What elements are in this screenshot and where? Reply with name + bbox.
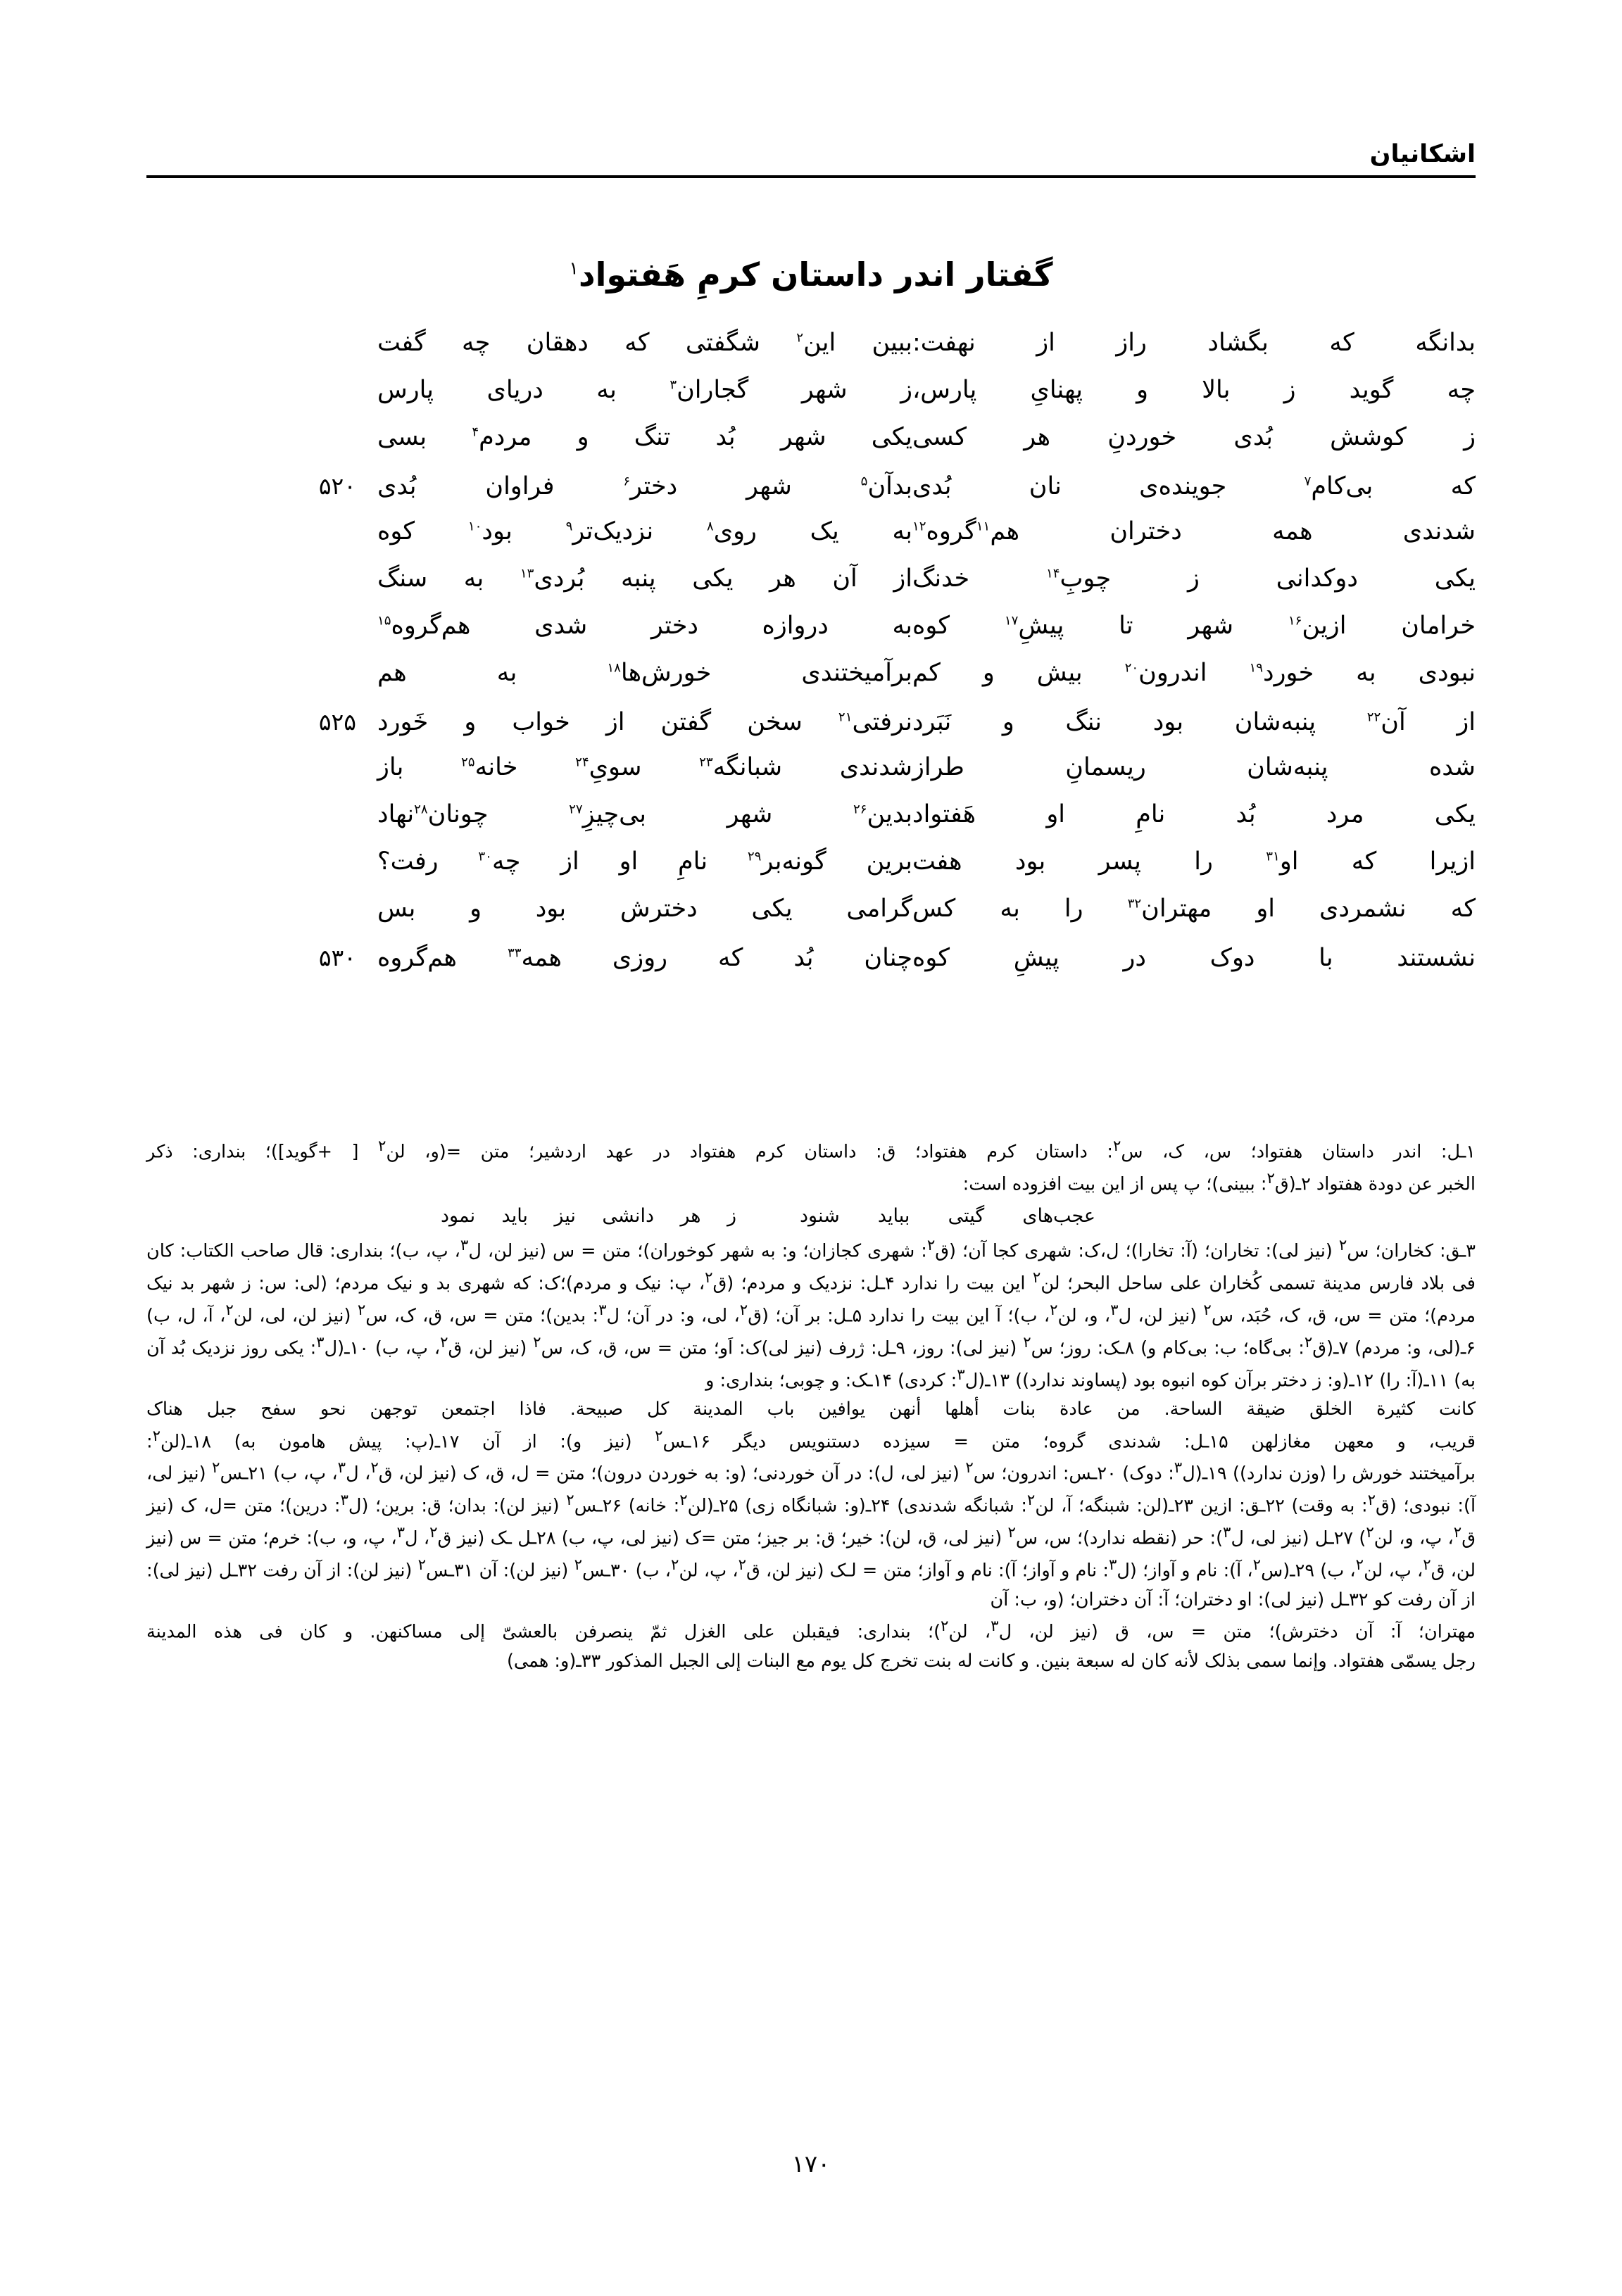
- inserted-verse-hemistich-a: عجب‌های گیتی بباید شنود: [800, 1204, 1095, 1227]
- footnote-line-2: الخبر عن دودة هفتواد ۲ـ(ق$^۲$: ببینی)؛ پ پس از این بیت افزوده است:: [962, 1169, 1476, 1195]
- verse-number: ۵۳۰: [318, 944, 356, 971]
- verse-hemistich-b: نشستند با دوک در پیشِ کوه: [912, 944, 1476, 972]
- section-heading: [146, 254, 1476, 296]
- verse-hemistich-a: از آن هر یکی پنبه بُردی$^{۱۳}$ به سنگ: [377, 564, 912, 593]
- verse-hemistich-b: چه گوید ز بالا و پهنایِ پارس،: [912, 376, 1476, 404]
- verse-row: [146, 847, 1476, 897]
- verse-hemistich-b: ازیرا که او$^{۳۱}$ را پسر بود هفت: [912, 847, 1476, 876]
- header-rule: [146, 175, 1476, 178]
- verse-row: [146, 564, 1476, 614]
- footnote-arabic-2: قریب، و معهن مغازلهن ۱۵ـل: شدندی گروه؛ متن = سیزده دستنویس دیگر ۱۶ـس$^۲$ (نیز و): از آن ۱۷ـ(پ: پیش هامون به) ۱۸ـ(لن$^۲$:: [146, 1427, 1476, 1453]
- verse-hemistich-b: شدندی همه دختران هم$^{۱۱}$گروه$^{۱۲}$: [912, 517, 1476, 545]
- verse-hemistich-a: بدآن$^۵$ شهر دختر$^۶$ فراوان بُدی: [377, 472, 912, 500]
- running-head-title: اشکانیان: [1369, 140, 1476, 168]
- verse-hemistich-b: یکی دوکدانی ز چوبِ$^{۱۴}$ خدنگ: [912, 564, 1476, 593]
- verse-hemistich-a: برین گونه‌بر$^{۲۹}$ نامِ او از چه$^{۳۰}$ رفت؟: [377, 847, 913, 876]
- verse-hemistich-a: شدندی شبانگه$^{۲۳}$ سویِ$^{۲۴}$ خانه$^{۲۵}$ باز: [377, 753, 912, 781]
- verse-hemistich-b: بدانگه که بگشاد راز از نهفت:: [912, 329, 1476, 357]
- verse-hemistich-b: ز کوشش بُدی خوردنِ هر کسی: [912, 423, 1476, 451]
- footnote-line-1: ۱ـل: اندر داستان هفتواد؛ س، ک، س$^۲$: داستان کرم هفتواد؛ ق: داستان کرم هفتواد در عهد اردشیر؛ متن =(و، لن$^۲$ [ +گوید])؛ بنداری: ذکر: [146, 1137, 1476, 1163]
- verse-row: [146, 378, 1476, 425]
- footnote-block-6: رجل یسمّی هفتواد. وإنما سمی بذلک لأنه کان له سبعة بنین. و کانت له بنت تخرج کل یوم مع البنات إلی الجبل المذکور ۳۳ـ(و: همی): [506, 1650, 1476, 1672]
- footnote-block-4: برآمیختند خورش را (وزن ندارد)) ۱۹ـ(ل$^۳$: دوک) ۲۰ـس: اندرون؛ س$^۲$ (نیز لی، ل): در آن خوردنی؛ (و: به خوردن درون)؛ متن = ل، ق، ک (نیز لن، ق$^۲$، ل$^۳$، پ، ب) ۲۱ـس$^۲$ (نیز لی، آ): نبودی؛ (ق$^۲$: به وقت) ۲۲ـق: ازین ۲۳ـ(لن: شبنگه؛ آ، لن$^۲$: شبانگه شدندی) ۲۴ـ(و: شبانگاه زی) ۲۵ـ(لن$^۲$: خانه) ۲۶ـس$^۲$ (نیز لن): بدان؛ ق: برین؛ (ل$^۳$: درین)؛ متن =ل، ک (نیز ق$^۲$، پ، و، لن$^۲$) ۲۷ـل (نیز لی، ل$^۳$): حر (نقطه ندارد)؛ س، س$^۲$ (نیز لی، ق، لن): خیر؛ ق: بر جیز؛ متن =ک (نیز لی، پ، ب) ۲۸ـل ـک (نیز ق$^۲$، ل$^۳$، پ، و، ب): خرم؛ متن = س (نیز لن، ق$^۲$، پ، لن$^۲$، ب) ۲۹ـ(س$^۲$، آ): نام و آواز؛ (ل$^۳$: نام و آواز؛ آ): نام و آواز؛ متن = لـک (نیز لن، ق$^۲$، پ، لن$^۲$، ب) ۳۰ـس$^۲$ (نیز لن): آن ۳۱ـس$^۲$ (نیز لن): از آن رفت ۳۲ـل (نیز لی): از آن رفت کو ۳۲ـل (نیز لی): او دختران؛ آ: آن دختران؛ (و، ب: آن: [146, 1459, 1476, 1610]
- verse-number: ۵۲۵: [318, 708, 356, 736]
- footnote-arabic-1: کانت کثیرة الخلق ضیقة الساحة. من عادة بنات أهلها أنهن یوافین باب المدینة کل صبیحة. فاذا اجتمعن توجهن نحو سفح جبل هناک: [146, 1399, 1476, 1420]
- verse-hemistich-a: چنان بُد که روزی همه$^{۳۳}$ هم‌گروه: [377, 944, 912, 972]
- verse-row: [146, 661, 1476, 708]
- verse-hemistich-a: ز شهر گجاران$^۳$ به دریای پارس: [377, 376, 913, 404]
- verse-hemistich-a: نرفتی$^{۲۱}$ سخن گفتن از خواب و خَورد: [377, 708, 912, 736]
- verse-hemistich-a: ببین این$^۲$ شگفتی که دهقان چه گفت: [377, 329, 912, 357]
- verse-hemistich-b: از آن$^{۲۲}$ پنبه‌شان بود ننگ و نَبَرد: [912, 708, 1476, 736]
- verse-row: [146, 425, 1476, 472]
- verse-hemistich-b: نبودی به خورد$^{۱۹}$ اندرون$^{۲۰}$ بیش و کم: [912, 659, 1476, 687]
- verse-hemistich-a: یکی شهر بُد تنگ و مردم$^۴$ بسی: [377, 423, 912, 451]
- verse-hemistich-a: به دروازه دختر شدی هم‌گروه$^{۱۵}$: [377, 612, 912, 640]
- verse-block: [146, 331, 1476, 991]
- verse-hemistich-a: گرامی یکی دخترش بود و بس: [377, 895, 912, 923]
- verse-hemistich-b: که بی‌کام$^۷$ جوینده‌ی نان بُدی: [912, 472, 1476, 500]
- verse-hemistich-b: خرامان ازین$^{۱۶}$ شهر تا پیشِ$^{۱۷}$ کوه: [912, 612, 1476, 640]
- verse-hemistich-b: که نشمردی او مهتران$^{۳۲}$ را به کس: [912, 895, 1476, 923]
- verse-hemistich-b: یکی مرد بُد نامِ او هَفتواد: [912, 800, 1476, 828]
- verse-hemistich-b: شده پنبه‌شان ریسمانِ طراز: [912, 753, 1476, 781]
- footnote-block-3: ۳ـق: کخاران؛ س$^۲$ (نیز لی): تخاران؛ (آ: تخارا)؛ ل،ک: شهری کجا آن؛ (ق$^۲$: شهری کجازان؛ و: به شهر کوخوران)؛ متن = س (نیز لن، ل$^۳$، پ، ب)؛ بنداری: قال صاحب الکتاب: کان فی بلاد فارس مدینة تسمی کُخاران علی ساحل البحر؛ لن$^۲$ این بیت را ندارد ۴ـل: نزدیک و مردم؛ (ق$^۲$، پ: نیک و مردم)؛ک: که شهری بد و نیک مردم؛ (لی: س: ز شهر بد نیک مردم)؛ متن = س، ق، ک، حُبَد، س$^۲$ (نیز لن، ل$^۳$، و، لن$^۲$، ب)؛ آ این بیت را ندارد ۵ـل: بر آن؛ (ق$^۲$، لی، و: در آن؛ ل$^۳$: بدین)؛ متن = س، ق، ک، س$^۲$ (نیز لن، لی، لن$^۲$، آ، ل، ب) ۶ـ(لی، و: مردم) ۷ـ(ق$^۲$: بی‌گاه؛ ب: بی‌کام و) ۸ـک: روز؛ س$^۲$ (نیز لی): روز، ۹ـل: ژرف (نیز لی)ک: اَو؛ متن = س، ق، ک، س$^۲$ (نیز لن، ق$^۲$، پ، ب) ۱۰ـ(ل$^۳$: یکی روز نزدیک بُد آن به) ۱۱ـ(آ: را) ۱۲ـ(و: ز دختر برآن کوه انبوه بود (پساوند ندارد)) ۱۳ـ(ل$^۳$: کردی) ۱۴ـک: و چوبی؛ بنداری: و: [146, 1237, 1476, 1392]
- footnote-block-5: مهتران؛ آ: آن دخترش)؛ متن = س، ق (نیز لن، ل$^۳$، لن$^۲$)؛ بنداری: فیقبلن علی الغزل ثمّ ینصرفن بالعشیّ إلی مساکنهن. و کان فی هذه المدینة: [146, 1617, 1476, 1643]
- section-heading-footnote-marker: ۱: [569, 258, 579, 279]
- verse-hemistich-a: بدین$^{۲۶}$ شهر بی‌چیزِ$^{۲۷}$ چونان$^{۲۸}$نهاد: [377, 800, 913, 828]
- verse-row: [146, 472, 1476, 519]
- verse-row: [146, 519, 1476, 567]
- folio-page-number: ۱۷۰: [791, 2150, 831, 2178]
- verse-row: [146, 614, 1476, 661]
- verse-hemistich-a: برآمیختندی خورش‌ها$^{۱۸}$ به هم: [377, 659, 912, 687]
- footnotes-section: [146, 1135, 1476, 1676]
- inserted-verse: [146, 1201, 1476, 1232]
- verse-row: [146, 331, 1476, 378]
- verse-row: [146, 897, 1476, 944]
- section-heading-text: گفتار اندر داستان کرمِ هَفتواد: [579, 255, 1053, 294]
- verse-row: [146, 755, 1476, 802]
- verse-row: [146, 944, 1476, 991]
- running-head: [146, 141, 1476, 178]
- verse-number: ۵۲۰: [318, 472, 356, 500]
- inserted-verse-hemistich-b: ز هر دانشی نیز باید نمود: [441, 1204, 736, 1227]
- verse-row: [146, 802, 1476, 850]
- verse-hemistich-a: به یک روی$^۸$ نزدیک‌تر$^۹$ بود$^{۱۰}$ کوه: [377, 517, 912, 545]
- verse-row: [146, 708, 1476, 755]
